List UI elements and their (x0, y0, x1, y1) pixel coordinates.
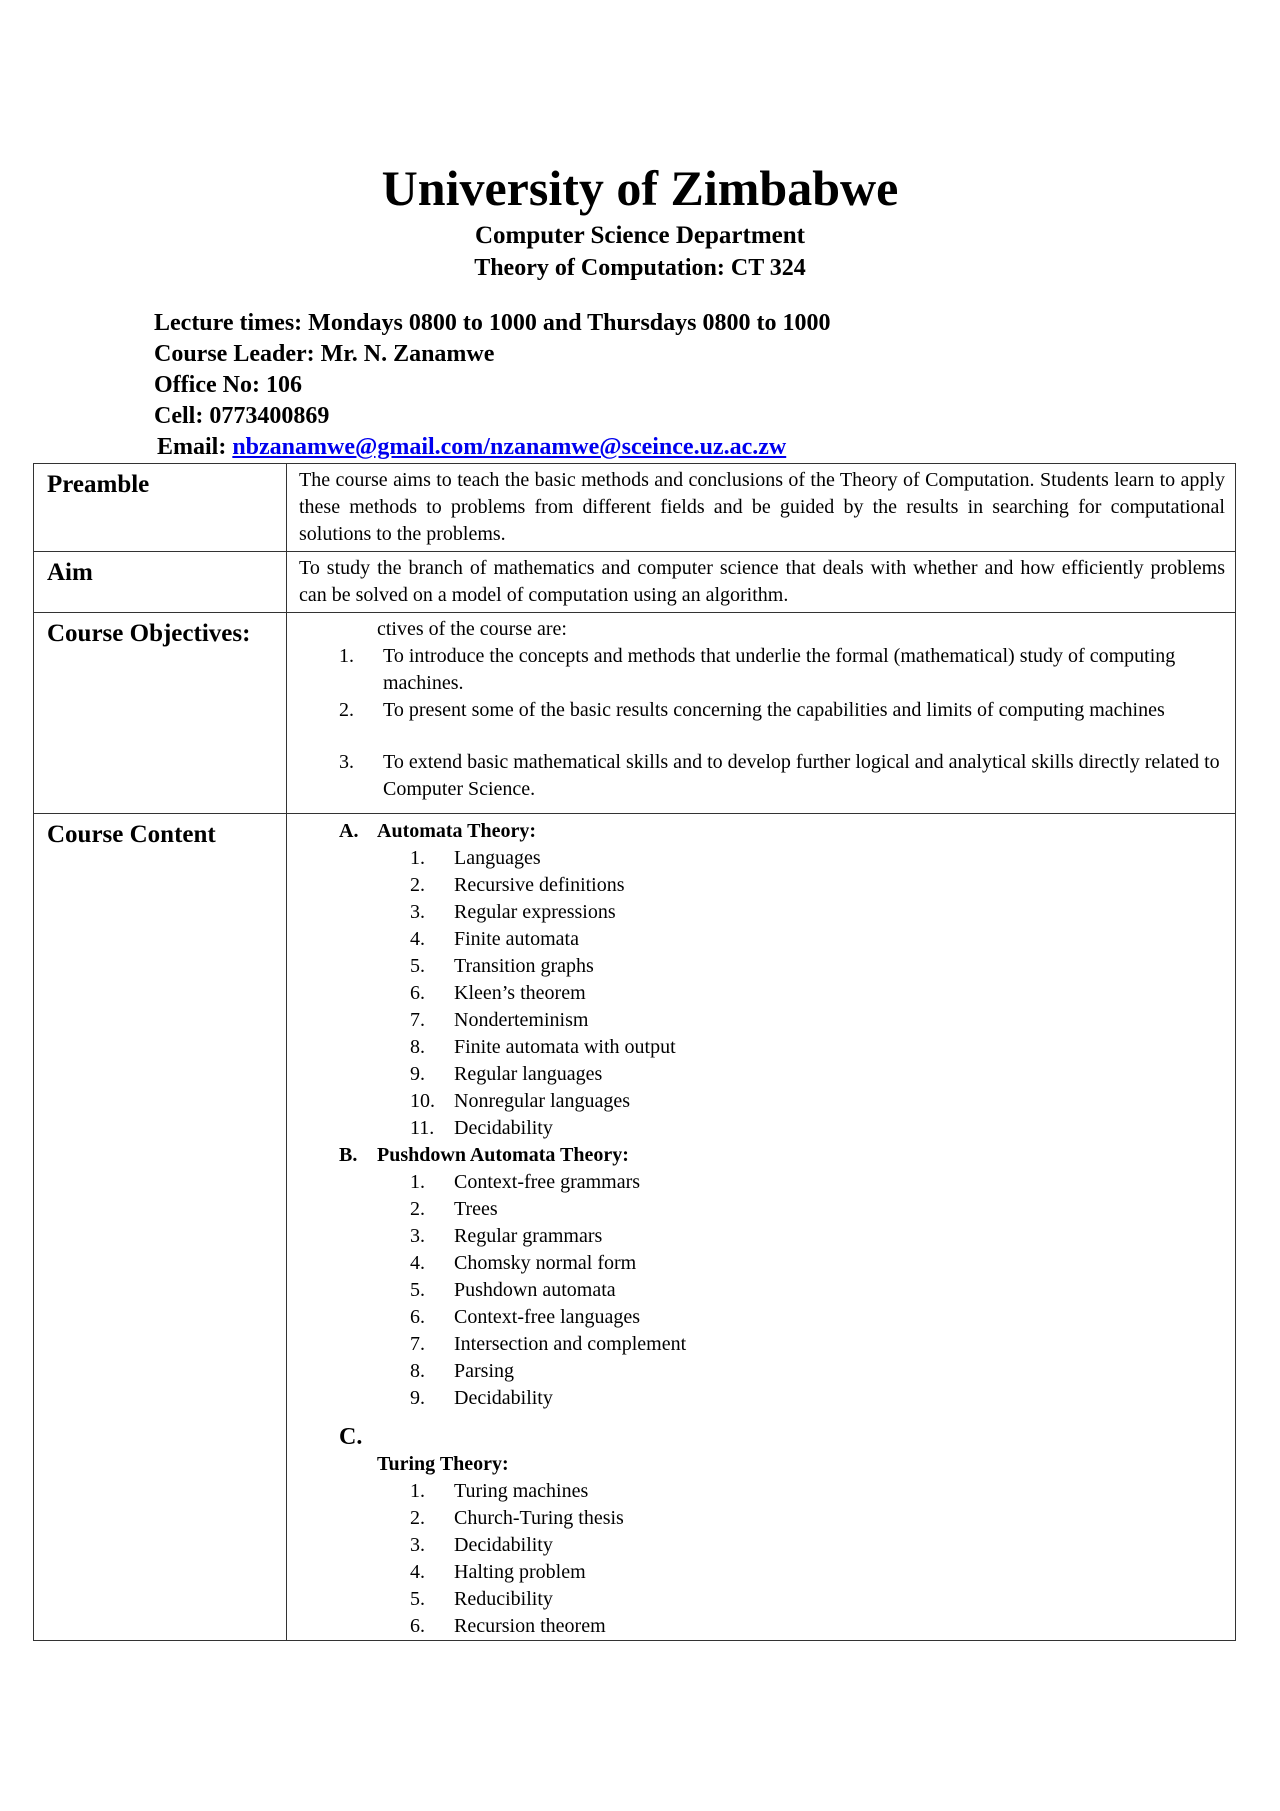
item-number: 3. (410, 1225, 425, 1247)
list-item (299, 1613, 1225, 1640)
content-list (287, 814, 1235, 1640)
preamble-cell (287, 464, 1236, 552)
list-item (299, 1385, 1225, 1412)
office-number: Office No: 106 (154, 372, 302, 398)
objectives-cell (287, 613, 1236, 814)
item-number: 1. (410, 847, 425, 869)
item-text: Decidability (454, 1117, 553, 1139)
item-text: Parsing (454, 1360, 514, 1382)
list-item (299, 1061, 1225, 1088)
item-text: Finite automata (454, 928, 579, 950)
item-text: Kleen’s theorem (454, 982, 586, 1004)
objectives-intro: ctives of the course are: (377, 618, 567, 640)
list-item (299, 1034, 1225, 1061)
email-line (157, 432, 830, 463)
item-text: Transition graphs (454, 955, 594, 977)
item-number: 4. (410, 1561, 425, 1583)
item-number: 4. (410, 928, 425, 950)
objectives-row (34, 613, 1236, 814)
syllabus-table (33, 463, 1236, 1641)
content-cell (287, 814, 1236, 1641)
content-section-letter (299, 1418, 1225, 1451)
item-text: Languages (454, 847, 541, 869)
section-letter: B. (339, 1144, 358, 1166)
list-item (299, 1304, 1225, 1331)
item-text: Regular expressions (454, 901, 616, 923)
item-number: 9. (410, 1063, 425, 1085)
preamble-row (34, 464, 1236, 552)
item-text: Chomsky normal form (454, 1252, 637, 1274)
item-text: Trees (454, 1198, 498, 1220)
content-row (34, 814, 1236, 1641)
item-number: 6. (410, 982, 425, 1004)
list-item (299, 1478, 1225, 1505)
section-letter: C. (339, 1424, 363, 1450)
aim-label: Aim (34, 552, 287, 613)
list-item (299, 1358, 1225, 1385)
aim-row (34, 552, 1236, 613)
list-item (299, 953, 1225, 980)
list-item (299, 1196, 1225, 1223)
item-number: 11. (410, 1117, 435, 1139)
objective-text: To present some of the basic results concerning the capabilities and limits of computing machines (383, 699, 1165, 721)
item-text: Intersection and complement (454, 1333, 687, 1355)
list-item (299, 980, 1225, 1007)
list-item (299, 1088, 1225, 1115)
university-title: University of Zimbabwe (381, 160, 899, 216)
item-text: Halting problem (454, 1561, 586, 1583)
course-title: Theory of Computation: CT 324 (474, 255, 806, 281)
item-text: Finite automata with output (454, 1036, 676, 1058)
list-item (299, 1277, 1225, 1304)
item-text: Reducibility (454, 1588, 553, 1610)
item-text: Decidability (454, 1534, 553, 1556)
content-section-heading (299, 818, 1225, 845)
item-number: 8. (410, 1360, 425, 1382)
item-number: 10. (410, 1090, 435, 1112)
list-item (299, 1532, 1225, 1559)
item-number: 2. (410, 1198, 425, 1220)
list-item (299, 1331, 1225, 1358)
objective-number: 2. (339, 699, 354, 721)
email-label: Email: (157, 434, 233, 460)
list-item (299, 1115, 1225, 1142)
list-item (299, 872, 1225, 899)
item-number: 9. (410, 1387, 425, 1409)
item-text: Regular languages (454, 1063, 603, 1085)
item-number: 5. (410, 955, 425, 977)
email-link[interactable]: nbzanamwe@gmail.com/nzanamwe@sceince.uz.ac.zw (232, 434, 787, 460)
item-number: 3. (410, 901, 425, 923)
content-label: Course Content (34, 814, 287, 1641)
item-number: 6. (410, 1615, 425, 1637)
item-number: 6. (410, 1306, 425, 1328)
item-number: 2. (410, 874, 425, 896)
item-text: Turing machines (454, 1480, 589, 1502)
item-text: Decidability (454, 1387, 553, 1409)
item-number: 8. (410, 1036, 425, 1058)
list-item (299, 1250, 1225, 1277)
item-number: 1. (410, 1480, 425, 1502)
list-item (299, 1007, 1225, 1034)
course-leader: Course Leader: Mr. N. Zanamwe (154, 341, 495, 367)
item-number: 3. (410, 1534, 425, 1556)
list-item (299, 899, 1225, 926)
aim-cell (287, 552, 1236, 613)
list-item (299, 697, 1225, 724)
objective-text: To introduce the concepts and methods that underlie the formal (mathematical) study of computing machines. (383, 645, 1176, 694)
content-section-heading (299, 1142, 1225, 1169)
item-number: 4. (410, 1252, 425, 1274)
item-text: Context-free languages (454, 1306, 641, 1328)
preamble-label: Preamble (34, 464, 287, 552)
course-info (154, 308, 830, 463)
preamble-text: The course aims to teach the basic methods and conclusions of the Theory of Computation. Students learn to apply these methods to problems from different fields and be guided by the results in searching for computational solutions to the problems. (299, 469, 1225, 545)
list-item (299, 1169, 1225, 1196)
list-item (299, 1586, 1225, 1613)
item-text: Church-Turing thesis (454, 1507, 624, 1529)
objective-text: To extend basic mathematical skills and to develop further logical and analytical skills directly related to Computer Science. (383, 751, 1220, 800)
item-text: Regular grammars (454, 1225, 603, 1247)
list-item (299, 1505, 1225, 1532)
cell-number: Cell: 0773400869 (154, 403, 330, 429)
lecture-times: Lecture times: Mondays 0800 to 1000 and Thursdays 0800 to 1000 (154, 310, 831, 336)
item-text: Context-free grammars (454, 1171, 641, 1193)
section-title: Pushdown Automata Theory: (377, 1144, 629, 1166)
department-title: Computer Science Department (474, 222, 806, 249)
item-number: 2. (410, 1507, 425, 1529)
item-number: 1. (410, 1171, 425, 1193)
item-number: 5. (410, 1279, 425, 1301)
item-text: Recursion theorem (454, 1615, 606, 1637)
section-title: Automata Theory: (377, 820, 537, 842)
objectives-label: Course Objectives: (34, 613, 287, 814)
item-number: 7. (410, 1009, 425, 1031)
item-text: Recursive definitions (454, 874, 625, 896)
list-item (299, 926, 1225, 953)
item-number: 5. (410, 1588, 425, 1610)
list-item (299, 845, 1225, 872)
list-item (299, 749, 1225, 803)
objective-number: 3. (339, 751, 354, 773)
list-item (299, 1559, 1225, 1586)
item-text: Pushdown automata (454, 1279, 616, 1301)
item-number: 7. (410, 1333, 425, 1355)
objective-number: 1. (339, 645, 354, 667)
list-item (299, 1223, 1225, 1250)
item-text: Nonderteminism (454, 1009, 589, 1031)
section-title: Turing Theory: (377, 1453, 509, 1475)
aim-text: To study the branch of mathematics and computer science that deals with whether and how efficiently problems can be solved on a model of computation using an algorithm. (299, 557, 1225, 606)
item-text: Nonregular languages (454, 1090, 631, 1112)
list-item (299, 643, 1225, 697)
section-letter: A. (339, 820, 359, 842)
